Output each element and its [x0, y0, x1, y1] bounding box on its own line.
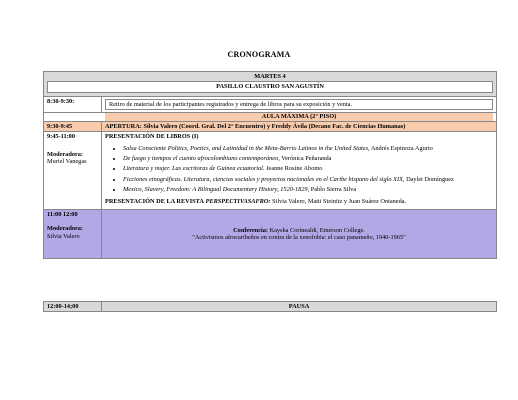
- pause-row: [44, 302, 497, 312]
- opening-row: [44, 121, 497, 131]
- conference-speaker: Kaysha Corinealdi, Emerson College.: [269, 226, 365, 234]
- books-moderator: Muriel Vanegas: [47, 157, 87, 165]
- journal-people: Silvia Valero, Matti Steinitz y Juan Suárez Ontaneda.: [272, 197, 407, 205]
- registration-box: [105, 99, 493, 110]
- conference-label: Conferencia:: [233, 226, 268, 234]
- list-item: • De fuego y tiempos el cuento afrocolombiano contemporáneo, Verónica Peñaranda: [123, 155, 493, 162]
- venue2-row: [44, 113, 497, 121]
- list-item: • Mexico, Slavery, Freedom: A Bilingual Documentary History, 1520-1829, Pablo Sierra Silva: [123, 186, 493, 193]
- conference-time: 11:00 12:00: [47, 211, 78, 219]
- pause-time: 12:00-14;00: [44, 302, 102, 312]
- conference-talk: "Activismos afrocaribeños en contra de la xenofobia: el caso panameño, 1940-1965": [192, 234, 406, 242]
- registration-text: Retiro de material de los participantes registrados y entrega de libros para su exposición y venta.: [109, 100, 353, 108]
- opening-time: 9:30-9:45: [44, 121, 102, 131]
- conference-moderator: Silvia Valero: [47, 232, 80, 240]
- journal-label: PRESENTACIÓN DE LA REVISTA: [105, 197, 204, 205]
- venue2-label: AULA MÁXIMA (2° PISO): [261, 113, 337, 121]
- books-moderator-label: Moderadora:: [47, 150, 84, 158]
- conference-moderator-label: Moderadora:: [47, 225, 84, 233]
- books-row: [44, 132, 497, 210]
- day-label: MARTES 4: [254, 73, 286, 80]
- registration-row: [44, 96, 497, 112]
- books-heading: PRESENTACIÓN DE LIBROS (I): [105, 133, 199, 141]
- list-item: • Literatura y mujer. Las escritoras de Guinea ecuatorial. Jeanne Rosine Abomo: [123, 165, 493, 172]
- books-time: 9:45-11:00: [47, 133, 75, 141]
- conference-row: [44, 210, 497, 259]
- list-item: • Salsa Consciente Politics, Poetics, and Latinidad in the Meta-Barrio Latinos in the United States, Andrés Espinoza Agurto: [123, 145, 493, 152]
- list-item: • Ficciones etnográficas. Literatura, ciencias sociales y proyectos nacionales en el Caribe hispano del siglo XIX, Daylet Domínguez: [123, 176, 493, 183]
- pause-table: [43, 301, 497, 312]
- journal-presentation: [105, 198, 493, 205]
- registration-time: 8:30-9:30:: [44, 96, 102, 112]
- journal-name: PERSPECTIVASAFRO:: [205, 197, 271, 205]
- pause-label: PAUSA: [102, 302, 497, 312]
- venue-box: [47, 81, 493, 92]
- page-title: CRONOGRAMA: [227, 50, 291, 59]
- venue-label: PASILLO CLAUSTRO SAN AGUSTÍN: [216, 83, 324, 91]
- opening-text: Silvia Valero (Coord. Gral. Del 2° Encuentro) y Freddy Ávila (Decano Fac. de Ciencias Humanas): [143, 122, 406, 130]
- schedule-table: [43, 71, 497, 259]
- books-list: [113, 145, 493, 194]
- opening-label: APERTURA:: [105, 122, 142, 130]
- day-header: [44, 72, 497, 97]
